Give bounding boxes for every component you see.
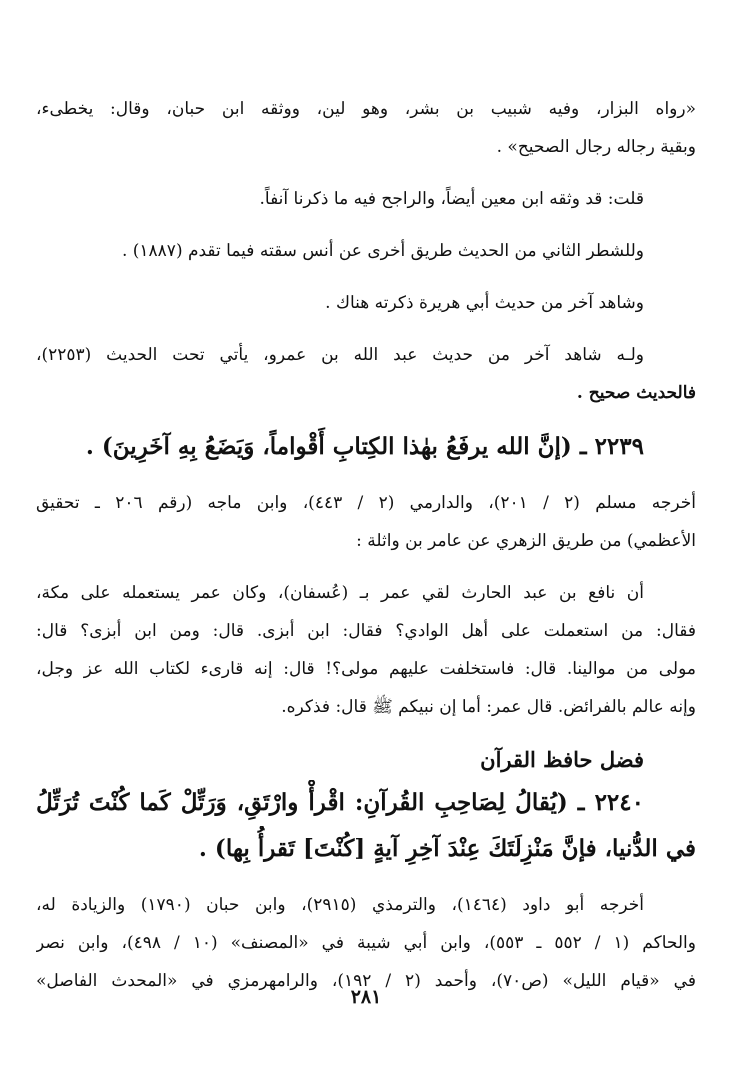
paragraph-note: وشاهد آخر من حديث أبي هريرة ذكرته هناك .	[325, 293, 644, 313]
paragraph-note: قلت: قد وثقه ابن معين أيضاً، والراجح فيه ما ذكرنا آنفاً.	[259, 189, 644, 209]
story-line: فقال: من استعملت على أهل الوادي؟ فقال: ابن أبزى. قال: ومن ابن أبزى؟ قال:	[36, 621, 696, 641]
commentary-line: وبقية رجاله رجال الصحيح» .	[496, 137, 696, 157]
paragraph-note: وللشطر الثاني من الحديث طريق أخرى عن أنس سقته فيما تقدم (١٨٨٧) .	[121, 241, 644, 261]
takhrij-line: الأعظمي) من طريق الزهري عن عامر بن واثلة :	[356, 531, 696, 551]
hadith-2240-text: في الدُّنيا، فإنَّ مَنْزِلَتَكَ عِنْدَ آخِرِ آيةٍ [كُنْتَ] تَقرأُ بِها) .	[198, 835, 696, 862]
page-number: ٢٨١	[350, 986, 382, 1008]
paragraph-verdict: فالحديث صحيح .	[576, 383, 696, 403]
story-line: وإنه عالم بالفرائض. قال عمر: أما إن نبيكم ﷺ قال: فذكره.	[281, 697, 696, 717]
takhrij-line: أخرجه مسلم (٢ / ٢٠١)، والدارمي (٢ / ٤٤٣)، وابن ماجه (رقم ٢٠٦ ـ تحقيق	[36, 493, 696, 513]
story-line: مولى من موالينا. قال: فاستخلفت عليهم مولى؟! قال: إنه قارىء لكتاب الله عز وجل،	[36, 659, 696, 679]
hadith-2240-text: ٢٢٤٠ ـ (يُقالُ لِصَاحِبِ القُرآنِ: اقْرأْ وارْتَقِ، وَرَتِّلْ كَما كُنْتَ تُرَتِّلُ	[36, 789, 644, 816]
takhrij-line: أخرجه أبو داود (١٤٦٤)، والترمذي (٢٩١٥)، وابن حبان (١٧٩٠) والزيادة له،	[36, 895, 644, 915]
takhrij-line: والحاكم (١ / ٥٥٢ ـ ٥٥٣)، وابن أبي شيبة في «المصنف» (١٠ / ٤٩٨)، وابن نصر	[36, 933, 696, 953]
hadith-2239-text: ٢٢٣٩ ـ (إنَّ الله يرفَعُ بهٰذا الكِتابِ أَقْواماً، وَيَضَعُ بِهِ آخَرِينَ) .	[85, 433, 644, 460]
paragraph-note: ولـه شاهد آخر من حديث عبد الله بن عمرو، يأتي تحت الحديث (٢٢٥٣)،	[36, 345, 644, 365]
commentary-line: «رواه البزار، وفيه شبيب بن بشر، وهو لين، ووثقه ابن حبان، وقال: يخطىء،	[36, 99, 696, 119]
section-heading: فضل حافظ القرآن	[480, 747, 644, 772]
story-line: أن نافع بن عبد الحارث لقي عمر بـ (عُسفان)، وكان عمر يستعمله على مكة،	[36, 583, 644, 603]
takhrij-line: في «قيام الليل» (ص٧٠)، وأحمد (٢ / ١٩٢)، والرامهرمزي في «المحدث الفاصل»	[36, 971, 696, 991]
